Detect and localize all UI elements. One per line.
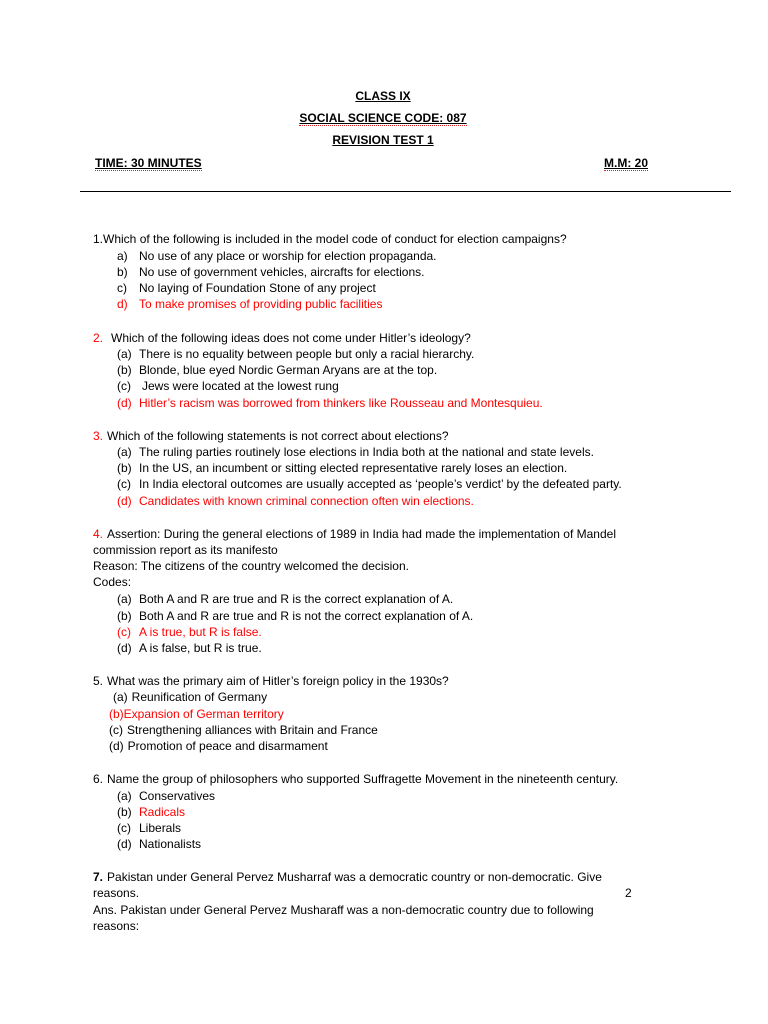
test-title: REVISION TEST 1 — [332, 133, 434, 147]
option-text: Reunification of Germany — [131, 690, 268, 704]
option-label: (c) — [117, 477, 131, 491]
question-2 — [93, 330, 471, 346]
time-line — [95, 155, 202, 171]
question-6 — [93, 771, 618, 787]
class-title: CLASS IX — [355, 89, 411, 103]
option-text: Jews were located at the lowest rung — [142, 379, 339, 393]
option-label: (d) — [117, 837, 132, 851]
option-text: A is true, but R is false. — [139, 625, 262, 639]
option-a — [117, 591, 453, 607]
option-label: (d) — [117, 396, 132, 410]
option-text: Strengthening alliances with Britain and France — [127, 723, 378, 737]
question-marks: 2 — [625, 886, 632, 900]
option-label: (a) — [117, 445, 132, 459]
question-number: 6. — [93, 772, 104, 786]
reason-text: Reason: The citizens of the country welcomed the decision. — [93, 559, 409, 573]
question-4 — [93, 526, 616, 542]
option-label: (a) — [113, 690, 128, 704]
option-d — [117, 640, 262, 656]
option-c — [117, 280, 376, 296]
subject-code-line — [0, 110, 766, 126]
option-text: No laying of Foundation Stone of any project — [139, 281, 376, 295]
option-text: Conservatives — [139, 789, 216, 803]
option-d-answer — [117, 493, 474, 509]
time-allowed: TIME: 30 MINUTES — [95, 156, 202, 170]
option-b — [117, 264, 424, 280]
question-text: Which of the following statements is not correct about elections? — [107, 429, 449, 443]
question-7 — [93, 869, 602, 885]
codes-label: Codes: — [93, 575, 132, 589]
option-label: (c) — [109, 723, 123, 737]
option-a — [113, 689, 267, 705]
question-number: 4. — [93, 527, 104, 541]
option-a — [117, 248, 437, 264]
option-b-answer — [109, 706, 284, 722]
option-d-answer — [117, 296, 382, 312]
option-c — [109, 722, 378, 738]
option-c — [117, 476, 622, 492]
option-d-answer — [117, 395, 543, 411]
question-text: Assertion: During the general elections of 1989 in India had made the implementation of Mandel — [107, 527, 616, 541]
marks-line — [604, 155, 648, 171]
option-label: a) — [117, 249, 128, 263]
option-text: Liberals — [139, 821, 182, 835]
option-label: (d) — [117, 641, 132, 655]
option-label: (b) — [117, 609, 132, 623]
option-b — [117, 362, 437, 378]
option-label: (c) — [117, 379, 131, 393]
question-text: Pakistan under General Pervez Musharraf was a democratic country or non-democratic. Give — [107, 870, 602, 884]
option-text: In the US, an incumbent or sitting elected representative rarely loses an election. — [139, 461, 568, 475]
option-label: (a) — [117, 789, 132, 803]
question-text-continued: commission report as its manifesto — [93, 543, 278, 557]
option-label: (a) — [117, 347, 132, 361]
option-label: (b) — [117, 461, 132, 475]
option-label: (c) — [117, 821, 131, 835]
option-text: To make promises of providing public facilities — [139, 297, 383, 311]
option-text: Hitler’s racism was borrowed from thinkers like Rousseau and Montesquieu. — [139, 396, 543, 410]
option-label: d) — [117, 297, 128, 311]
option-text: Radicals — [139, 805, 186, 819]
option-a — [117, 346, 474, 362]
question-3 — [93, 428, 449, 444]
option-text: Candidates with known criminal connection often win elections. — [139, 494, 474, 508]
option-text: The ruling parties routinely lose elections in India both at the national and state levels. — [139, 445, 594, 459]
question-1 — [93, 231, 567, 247]
option-c — [117, 820, 181, 836]
question-text-continued: reasons. — [93, 886, 140, 900]
option-label: b) — [117, 265, 128, 279]
question-number: 1. — [93, 232, 104, 246]
option-label: (b) — [109, 707, 124, 721]
question-5 — [93, 673, 449, 689]
header-divider — [80, 191, 731, 192]
option-text: No use of government vehicles, aircrafts for elections. — [139, 265, 425, 279]
option-label: c) — [117, 281, 127, 295]
question-text: Which of the following ideas does not come under Hitler’s ideology? — [111, 331, 471, 345]
option-label: (a) — [117, 592, 132, 606]
option-a — [117, 788, 215, 804]
question-text: What was the primary aim of Hitler’s foreign policy in the 1930s? — [107, 674, 449, 688]
option-label: (b) — [117, 805, 132, 819]
option-a — [117, 444, 594, 460]
answer-text-continued: reasons: — [93, 919, 140, 933]
option-text: Promotion of peace and disarmament — [127, 739, 328, 753]
option-text: Nationalists — [139, 837, 202, 851]
max-marks: M.M: 20 — [604, 156, 649, 170]
option-b-answer — [117, 804, 185, 820]
option-text: Expansion of German territory — [123, 707, 284, 721]
option-d — [117, 836, 201, 852]
option-c — [117, 378, 339, 394]
answer-text: Ans. Pakistan under General Pervez Musharaff was a non-democratic country due to following — [93, 903, 594, 917]
option-text: A is false, but R is true. — [139, 641, 262, 655]
question-number: 7. — [93, 870, 104, 884]
option-label: (d) — [117, 494, 132, 508]
option-b — [117, 460, 567, 476]
question-text: Name the group of philosophers who supported Suffragette Movement in the nineteenth century. — [107, 772, 619, 786]
option-text: Blonde, blue eyed Nordic German Aryans are at the top. — [139, 363, 438, 377]
question-number: 2. — [93, 331, 104, 345]
question-text: Which of the following is included in the model code of conduct for election campaigns? — [103, 232, 567, 246]
option-label: (b) — [117, 363, 132, 377]
option-label: (d) — [109, 739, 124, 753]
question-number: 5. — [93, 674, 104, 688]
option-c-answer — [117, 624, 262, 640]
option-text: In India electoral outcomes are usually accepted as ‘people’s verdict’ by the defeated party. — [139, 477, 622, 491]
question-number: 3. — [93, 429, 104, 443]
option-text: No use of any place or worship for election propaganda. — [139, 249, 437, 263]
option-text: Both A and R are true and R is not the correct explanation of A. — [139, 609, 474, 623]
option-b — [117, 608, 473, 624]
option-label: (c) — [117, 625, 131, 639]
option-d — [109, 738, 328, 754]
option-text: Both A and R are true and R is the correct explanation of A. — [139, 592, 454, 606]
option-text: There is no equality between people but only a racial hierarchy. — [139, 347, 475, 361]
subject-code: SOCIAL SCIENCE CODE: 087 — [299, 111, 467, 125]
